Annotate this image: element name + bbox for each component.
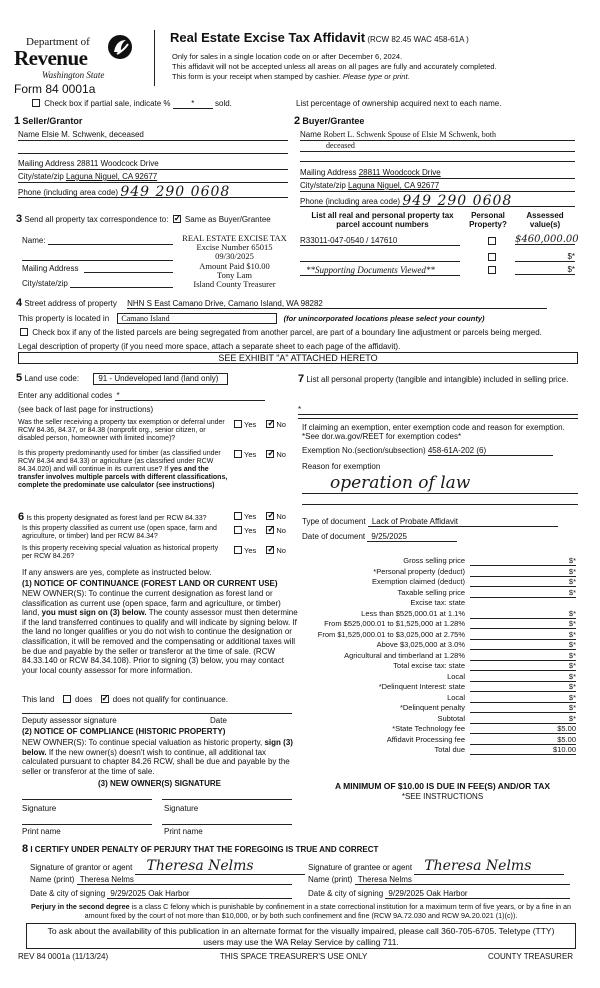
tax-row-value[interactable]: $* bbox=[470, 620, 576, 629]
seller-mail-field[interactable] bbox=[18, 159, 288, 170]
sec6-q1-answers bbox=[232, 512, 286, 522]
tax-row-value[interactable]: $5.00 bbox=[470, 725, 576, 734]
deputy-signature-label: Deputy assessor signature bbox=[22, 716, 117, 725]
tax-row bbox=[300, 557, 580, 567]
tax-row-label: *Delinquent Interest: state bbox=[378, 682, 465, 691]
tax-row-value[interactable]: $* bbox=[470, 589, 576, 598]
s6q1-yes-label: Yes bbox=[244, 512, 257, 521]
partial-sale-label: Check box if partial sale, indicate % bbox=[44, 99, 171, 108]
stamp-line2: Excise Number 65015 bbox=[196, 242, 273, 253]
revenue-swirl-icon bbox=[106, 32, 134, 62]
footer-treasurer-use: THIS SPACE TREASURER'S USE ONLY bbox=[220, 952, 368, 961]
stamp-line1: REAL ESTATE EXCISE TAX bbox=[182, 233, 287, 243]
s6q1-no-checkbox[interactable] bbox=[266, 512, 274, 520]
tax-row-value[interactable]: $* bbox=[470, 715, 576, 724]
tax-row-label: Subtotal bbox=[437, 713, 465, 723]
tax-row-label: From $525,000.01 to $1,525,000 at 1.28% bbox=[324, 619, 465, 628]
notice2-title: (2) NOTICE OF COMPLIANCE (HISTORIC PROPERTY) bbox=[22, 727, 226, 736]
notice1-bold: you must sign on (3) below. bbox=[41, 608, 147, 618]
does-label: does bbox=[74, 695, 93, 704]
sec4-label: Street address of property bbox=[24, 299, 117, 308]
alt-format-notice: To ask about the availability of this publication in an alternate format for the visually impaired, please call 360-705-6705. Teletype (TTY) users may use the WA Relay Service by calling 711. bbox=[26, 923, 576, 949]
tax-row-value[interactable]: $* bbox=[470, 673, 576, 682]
sec6-q1-row bbox=[18, 511, 207, 524]
stamp-line3: 09/30/2025 bbox=[215, 251, 254, 262]
seller-city-label: City/state/zip bbox=[18, 172, 64, 181]
seller-title: Seller/Grantor bbox=[22, 116, 83, 126]
sec5-row bbox=[16, 372, 228, 385]
sec8-num: 8 bbox=[22, 843, 29, 855]
personal-property-line2[interactable] bbox=[298, 418, 578, 419]
certify-text: I CERTIFY UNDER PENALTY OF PERJURY THAT THE FOREGOING IS TRUE AND CORRECT bbox=[30, 845, 379, 854]
tax-row-label: *State Technology fee bbox=[392, 724, 465, 733]
dept-line2: Revenue bbox=[14, 46, 88, 70]
sec5-num: 5 bbox=[16, 372, 23, 384]
header-note3-a: This form is your receipt when stamped by cashier. bbox=[172, 72, 341, 81]
does-not-label: does not qualify for continuance. bbox=[112, 695, 228, 704]
grantee-signature-row bbox=[308, 858, 564, 875]
sec3-name-line1[interactable] bbox=[48, 236, 173, 245]
tax-row-label: Total excise tax: state bbox=[393, 661, 465, 670]
tax-row-label: Local bbox=[447, 692, 465, 702]
grantee-name-label: Name (print) bbox=[308, 875, 353, 884]
seller-city-field[interactable] bbox=[18, 172, 288, 183]
doc-type-label: Type of document bbox=[302, 517, 366, 526]
tax-row-label: Gross selling price bbox=[403, 556, 465, 565]
parcel-number[interactable]: R33011-047-0540 / 147610 bbox=[300, 236, 460, 246]
tax-row-value[interactable]: $5.00 bbox=[470, 736, 576, 745]
sec7-label: List all personal property (tangible and intangible) included in selling price. bbox=[306, 375, 569, 384]
s6q3-yes-checkbox[interactable] bbox=[234, 546, 242, 554]
stamp-line6: Island County Treasurer bbox=[193, 278, 276, 289]
buyer-name-field[interactable] bbox=[300, 130, 575, 162]
parcel-row bbox=[300, 265, 575, 277]
s6q2-yes-label: Yes bbox=[244, 526, 257, 535]
legal-description[interactable]: SEE EXHIBIT "A" ATTACHED HERETO bbox=[18, 352, 578, 364]
parcel-number[interactable] bbox=[300, 252, 460, 262]
see-instructions: *SEE INSTRUCTIONS bbox=[401, 792, 484, 801]
does-not-checkbox[interactable] bbox=[101, 695, 109, 703]
dept-line3: Washington State bbox=[42, 70, 105, 80]
tax-row bbox=[300, 704, 580, 714]
perjury-bold: Perjury in the second degree bbox=[30, 902, 130, 911]
if-yes-note: If any answers are yes, complete as instructed below. bbox=[22, 568, 212, 577]
form-title-row bbox=[170, 31, 469, 46]
assessed-header bbox=[515, 211, 575, 229]
grantor-date-label: Date & city of signing bbox=[30, 889, 106, 898]
sec8-row bbox=[22, 843, 378, 856]
parcel-row bbox=[300, 234, 579, 248]
sec3-mail-label: Mailing Address bbox=[22, 264, 79, 273]
q2-no-label: No bbox=[276, 450, 286, 459]
dept-line1: Department of bbox=[26, 36, 90, 48]
reason-line2[interactable] bbox=[302, 504, 578, 505]
tax-row bbox=[300, 662, 580, 672]
tax-row-value[interactable]: $* bbox=[470, 662, 576, 671]
located-row bbox=[18, 313, 485, 324]
tax-row-value[interactable]: $* bbox=[470, 568, 576, 577]
segregate-checkbox[interactable] bbox=[20, 328, 28, 336]
owner-print-line-1[interactable] bbox=[22, 815, 152, 825]
parcels-head2: parcel account numbers bbox=[336, 220, 429, 230]
partial-sale-pct[interactable]: * bbox=[173, 99, 213, 109]
sec3-label: Send all property tax correspondence to: bbox=[24, 215, 169, 224]
tax-row-label: Excise tax: state bbox=[410, 598, 465, 607]
grantee-name-value[interactable]: Theresa Nelms bbox=[355, 875, 570, 885]
see-back-note: (see back of last page for instructions) bbox=[18, 405, 154, 414]
qualify-row bbox=[22, 695, 228, 704]
exemption-row bbox=[302, 446, 553, 456]
s6q2-no-checkbox[interactable] bbox=[266, 526, 274, 534]
sec6-q3-answers bbox=[232, 546, 286, 556]
tax-row-value bbox=[470, 599, 576, 608]
buyer-name-label: Name bbox=[300, 130, 322, 139]
q2-yes-label: Yes bbox=[244, 450, 257, 459]
partial-sale-checkbox[interactable] bbox=[32, 99, 40, 107]
header-note3-b: Please type or print. bbox=[342, 72, 410, 81]
buyer-name-value1: Robert L. Schwenk Spouse of Elsie M Schwenk, both bbox=[323, 130, 497, 139]
tax-row-value[interactable]: $* bbox=[470, 694, 576, 703]
seller-name-field[interactable] bbox=[18, 130, 288, 141]
owner-print-label-2: Print name bbox=[164, 827, 203, 836]
doc-type-row bbox=[302, 517, 558, 527]
tax-row-label: From $1,525,000.01 to $3,025,000 at 2.75% bbox=[317, 629, 465, 639]
tax-row-label: Taxable selling price bbox=[397, 587, 465, 597]
header-note2: This affidavit will not be accepted unless all areas on all pages are fully and accurately completed. bbox=[172, 62, 497, 71]
exemption-number[interactable]: 458-61A-202 (6) bbox=[428, 446, 553, 456]
perjury-notice bbox=[18, 903, 584, 920]
sec6-q2-answers bbox=[232, 526, 286, 536]
tax-row-label: Above $3,025,000 at 3.0% bbox=[376, 640, 465, 649]
seller-city-value: Laguna Niguel, CA 92677 bbox=[66, 172, 158, 181]
land-use-label: Land use code: bbox=[24, 374, 80, 383]
s6q3-no-checkbox[interactable] bbox=[266, 546, 274, 554]
notice2-a: NEW OWNER(S): To continue special valuation as historic property, bbox=[22, 738, 263, 747]
grantee-name-row bbox=[308, 875, 570, 885]
grantor-date-row bbox=[30, 889, 292, 899]
tax-row-value[interactable]: $* bbox=[470, 578, 576, 587]
sec3-name-label: Name: bbox=[22, 236, 46, 245]
personal-property-field[interactable]: * bbox=[298, 405, 578, 415]
pp-head2: Property? bbox=[469, 220, 507, 230]
seller-mail-label: Mailing Address bbox=[18, 159, 75, 168]
stamp-line5: Tony Lam bbox=[216, 269, 253, 280]
owner-signature-label-1: Signature bbox=[22, 804, 57, 813]
grantor-name-label: Name (print) bbox=[30, 875, 75, 884]
tax-row-value[interactable]: $* bbox=[470, 610, 576, 619]
q1-yes-checkbox[interactable] bbox=[234, 420, 242, 428]
tax-row-value[interactable]: $* bbox=[470, 704, 576, 713]
additional-codes-label: Enter any additional codes bbox=[18, 391, 113, 400]
av-head1: Assessed bbox=[526, 211, 564, 220]
buyer-mail-label: Mailing Address bbox=[300, 168, 357, 177]
notice1-body bbox=[22, 589, 300, 675]
tax-row-label: Local bbox=[447, 671, 465, 681]
s6q2-yes-checkbox[interactable] bbox=[234, 526, 242, 534]
buyer-heading bbox=[294, 115, 364, 128]
grantor-signature-label: Signature of grantor or agent bbox=[30, 863, 133, 872]
parcel-pp-checkbox[interactable] bbox=[488, 266, 496, 274]
notice2-body bbox=[22, 738, 298, 776]
owner-signature-label-2: Signature bbox=[164, 804, 199, 813]
s6q1-yes-checkbox[interactable] bbox=[234, 512, 242, 520]
seller-num: 1 bbox=[14, 115, 21, 127]
tax-row-value[interactable]: $* bbox=[470, 641, 576, 650]
sec3-num: 3 bbox=[16, 213, 23, 225]
list-percentage-note: List percentage of ownership acquired next to each name. bbox=[296, 99, 502, 108]
form-id: Form 84 0001a bbox=[14, 82, 96, 96]
s6q3-no-label: No bbox=[276, 546, 286, 555]
additional-codes-value[interactable]: * bbox=[115, 391, 265, 401]
form-title: Real Estate Excise Tax Affidavit bbox=[170, 30, 366, 45]
located-select[interactable]: Camano Island bbox=[117, 313, 277, 324]
tax-row-label: Affidavit Processing fee bbox=[386, 734, 465, 744]
perjury-text: is a class C felony which is punishable by confinement in a state correctional institution for a maximum term of five years, or by a fine in an amount fixed by the court of not more than $10,000, or by both such confinement and fine (RCW 9A.72.030 and RCW 9A.20.021 (1)(c)). bbox=[84, 902, 572, 920]
av-head2: value(s) bbox=[529, 220, 561, 230]
sec6-q2: Is this property classified as current use (open space, farm and agriculture, or timber) land per RCW 84.34? bbox=[22, 525, 217, 541]
sec7-num: 7 bbox=[298, 373, 305, 385]
deputy-date-label: Date bbox=[210, 716, 227, 725]
seller-heading bbox=[14, 115, 82, 128]
sec5-q2 bbox=[18, 450, 233, 490]
tax-row bbox=[300, 725, 580, 735]
sec3-city-label: City/state/zip bbox=[22, 279, 68, 288]
tax-row bbox=[300, 620, 580, 630]
parcels-head1: List all real and personal property tax bbox=[311, 211, 454, 220]
doc-date-row bbox=[302, 532, 457, 542]
same-as-buyer-label: Same as Buyer/Grantee bbox=[184, 215, 271, 224]
parcel-assessed-value[interactable]: $* bbox=[515, 265, 575, 275]
grantee-date-row bbox=[308, 889, 570, 899]
doc-date-value[interactable]: 9/25/2025 bbox=[367, 532, 457, 542]
buyer-name-value2: deceased bbox=[326, 141, 355, 150]
q2-yes-checkbox[interactable] bbox=[234, 450, 242, 458]
tax-row-value[interactable]: $10.00 bbox=[470, 746, 576, 755]
land-use-select[interactable]: 91 - Undeveloped land (land only) bbox=[93, 373, 228, 385]
this-land-label: This land bbox=[22, 695, 55, 704]
buyer-name-line2 bbox=[300, 141, 575, 152]
q1-no-checkbox[interactable] bbox=[266, 420, 274, 428]
q2-no-checkbox[interactable] bbox=[266, 450, 274, 458]
grantee-date-value[interactable]: 9/29/2025 Oak Harbor bbox=[385, 889, 570, 899]
sec7-row bbox=[298, 373, 580, 386]
same-as-buyer-checkbox[interactable] bbox=[173, 215, 181, 223]
q1-yes-label: Yes bbox=[244, 420, 257, 429]
tax-row-value[interactable]: $* bbox=[470, 683, 576, 692]
notice2-bold: sign (3) below. bbox=[22, 738, 293, 757]
notice3-title: (3) NEW OWNER(S) SIGNATURE bbox=[98, 779, 221, 788]
grantee-date-label: Date & city of signing bbox=[308, 889, 384, 898]
stamp-line4: Amount Paid $10.00 bbox=[199, 260, 270, 271]
grantor-name-value[interactable]: Theresa Nelms bbox=[77, 875, 292, 885]
parcel-pp-checkbox[interactable] bbox=[488, 253, 496, 261]
owner-print-line-2[interactable] bbox=[162, 815, 292, 825]
buyer-city-value: Laguna Niguel, CA 92677 bbox=[348, 181, 440, 190]
owner-print-label-1: Print name bbox=[22, 827, 61, 836]
s6q1-no-label: No bbox=[276, 512, 286, 521]
tax-row-value[interactable]: $* bbox=[470, 631, 576, 640]
tax-row-label: Total due bbox=[434, 745, 465, 754]
tax-row-value[interactable]: $* bbox=[470, 652, 576, 661]
tax-row-label: Less than $525,000.01 at 1.1% bbox=[361, 608, 465, 618]
buyer-mail-value: 28811 Woodcock Drive bbox=[358, 168, 441, 177]
tax-row bbox=[300, 599, 580, 609]
doc-date-label: Date of document bbox=[302, 532, 366, 541]
segregate-label: Check box if any of the listed parcels are being segregated from another parcel, are part of a boundary line adjustment or parcels being merged. bbox=[32, 328, 542, 337]
owner-signature-line-2[interactable] bbox=[162, 790, 292, 800]
notice1-body-b: The county assessor must then determine if the land transferred continues to qualify and will indicate by signing below. If the land no longer qualifies or you do not wish to continue the designation or classification, it will be removed and the compensating or additional taxes will be due and payable by the seller or transferor at the time of sale. (RCW 84.33.140 or RCW 84.34.108). Prior to signing (3) below, you may contact your local county assessor for more information. bbox=[22, 608, 298, 675]
header-divider bbox=[154, 30, 155, 86]
sec6-q1: Is this property designated as forest land per RCW 84.33? bbox=[26, 515, 207, 522]
property-address[interactable]: NHN S East Camano Drive, Camano Island, WA 98282 bbox=[127, 299, 547, 309]
parcel-row bbox=[300, 252, 575, 264]
buyer-mail-field[interactable] bbox=[300, 168, 575, 179]
min-fee-notice: A MINIMUM OF $10.00 IS DUE IN FEE(S) AND/OR TAX bbox=[334, 781, 551, 791]
form-title-ref: (RCW 82.45 WAC 458-61A ) bbox=[367, 35, 469, 44]
grantor-name-row bbox=[30, 875, 292, 885]
tax-row bbox=[300, 746, 580, 756]
parcel-assessed-value[interactable]: $* bbox=[515, 252, 575, 262]
tax-row bbox=[300, 683, 580, 693]
tax-row-label: *Personal property (deduct) bbox=[373, 566, 465, 576]
reason-field[interactable]: operation of law bbox=[302, 474, 578, 494]
buyer-name-line1 bbox=[300, 130, 575, 141]
s6q2-no-label: No bbox=[276, 526, 286, 535]
buyer-title: Buyer/Grantee bbox=[302, 116, 365, 126]
located-note: (for unincorporated locations please select your county) bbox=[283, 314, 485, 323]
sec3-mail-line[interactable] bbox=[84, 264, 173, 273]
buyer-num: 2 bbox=[294, 115, 301, 127]
does-checkbox[interactable] bbox=[63, 695, 71, 703]
sec5-q2-answers bbox=[232, 450, 286, 460]
tax-row bbox=[300, 578, 580, 588]
seller-phone-value: 949 290 0608 bbox=[120, 184, 231, 200]
dor-logo bbox=[14, 30, 132, 82]
sec6-num: 6 bbox=[18, 511, 25, 523]
grantee-signature-label: Signature of grantee or agent bbox=[308, 863, 413, 872]
notice1-body-a: NEW OWNER(S): To continue the current designation as forest land or classification as current use (open space, farm and agriculture, or timber) land, bbox=[22, 589, 281, 618]
legal-label: Legal description of property (if you need more space, attach a separate sheet to each page of the affidavit). bbox=[18, 342, 401, 351]
buyer-phone-field[interactable] bbox=[300, 193, 575, 207]
sec6-q3: Is this property receiving special valuation as historical property per RCW 84.26? bbox=[22, 545, 219, 561]
seller-name-line2[interactable] bbox=[18, 145, 288, 154]
buyer-name-line3 bbox=[300, 152, 575, 162]
footer-rev: REV 84 0001a (11/13/24) bbox=[18, 952, 109, 961]
doc-type-value[interactable]: Lack of Probate Affidavit bbox=[368, 517, 558, 527]
buyer-city-field[interactable] bbox=[300, 181, 575, 192]
q1-no-label: No bbox=[276, 420, 286, 429]
seller-mail-value: 28811 Woodcock Drive bbox=[76, 159, 159, 168]
parcels-header bbox=[300, 211, 465, 229]
buyer-city-label: City/state/zip bbox=[300, 181, 346, 190]
deputy-signature-line[interactable] bbox=[22, 706, 292, 714]
pp-head1: Personal bbox=[471, 211, 505, 220]
treasurer-stamp bbox=[172, 234, 297, 289]
tax-row-label: Agricultural and timberland at 1.28% bbox=[344, 650, 465, 660]
additional-codes-row bbox=[18, 391, 265, 401]
tax-row-value[interactable]: $* bbox=[470, 557, 576, 566]
header-note3 bbox=[172, 73, 410, 82]
buyer-phone-value: 949 290 0608 bbox=[402, 193, 513, 209]
located-label: This property is located in bbox=[18, 314, 110, 323]
exempt-text: If claiming an exemption, enter exemption code and reason for exemption. *See dor.wa.gov/REET for exemption codes* bbox=[302, 423, 565, 442]
parcel-assessed-value[interactable]: $460,000.00 bbox=[515, 234, 579, 245]
seller-phone-label: Phone (including area code) bbox=[18, 188, 119, 197]
grantor-date-value[interactable]: 9/29/2025 Oak Harbor bbox=[107, 889, 292, 899]
reason-label: Reason for exemption bbox=[302, 462, 381, 471]
segregate-row bbox=[18, 328, 542, 337]
grantor-signature[interactable]: Theresa Nelms bbox=[135, 858, 305, 875]
sec5-q2b: yes and the transfer involves multiple parcels with different classifications, complete the predominate use calculator (see instructions) bbox=[18, 466, 228, 490]
personal-prop-header bbox=[463, 211, 513, 229]
seller-phone-field[interactable] bbox=[18, 184, 288, 198]
parcel-pp-checkbox[interactable] bbox=[488, 237, 496, 245]
s6q3-yes-label: Yes bbox=[244, 546, 257, 555]
sec3-heading bbox=[16, 213, 271, 226]
grantor-signature-row bbox=[30, 858, 305, 875]
exemption-label: Exemption No.(section/subsection) bbox=[302, 446, 426, 455]
sec5-q1-answers bbox=[232, 420, 286, 430]
partial-sale-row bbox=[30, 99, 232, 109]
tax-row bbox=[300, 641, 580, 651]
seller-name-label: Name bbox=[18, 130, 40, 139]
footer-county: COUNTY TREASURER bbox=[488, 952, 574, 961]
sec4-address-row bbox=[16, 297, 547, 310]
grantee-signature[interactable]: Theresa Nelms bbox=[414, 858, 564, 875]
notice2-b: If the new owner(s) doesn't wish to continue, all additional tax calculated pursuant to chapter 84.26 RCW, shall be due and payable by the seller or transferor at the time of sale. bbox=[22, 747, 290, 776]
parcel-number[interactable]: **Supporting Documents Viewed** bbox=[300, 265, 460, 276]
sec3-name-line2[interactable] bbox=[22, 252, 173, 261]
tax-row-label: *Delinquent penalty bbox=[399, 703, 465, 712]
seller-name-value: Elsie M. Schwenk, deceased bbox=[41, 130, 144, 139]
partial-sale-suffix: sold. bbox=[215, 99, 232, 108]
sec5-q2a: Is this property predominantly used for timber (as classified under RCW 84.34 and 84.33) or agriculture (as classified under RCW 84.34.020) and will continue in its current use? If bbox=[18, 450, 221, 474]
header-note1: Only for sales in a single location code on or after December 6, 2024. bbox=[172, 52, 403, 61]
buyer-phone-label: Phone (including area code) bbox=[300, 197, 401, 206]
notice1-title: (1) NOTICE OF CONTINUANCE (FOREST LAND OR CURRENT USE) bbox=[22, 579, 278, 588]
tax-row-label: Exemption claimed (deduct) bbox=[372, 577, 465, 586]
sec5-q1: Was the seller receiving a property tax exemption or deferral under RCW 84.36, 84.37, or 84.38 (nonprofit org., senior citizen, or disabled person, homeowner with limited income)? bbox=[18, 419, 225, 443]
sec4-num: 4 bbox=[16, 297, 23, 309]
sec3-city-line[interactable] bbox=[70, 279, 173, 288]
owner-signature-line-1[interactable] bbox=[22, 790, 152, 800]
